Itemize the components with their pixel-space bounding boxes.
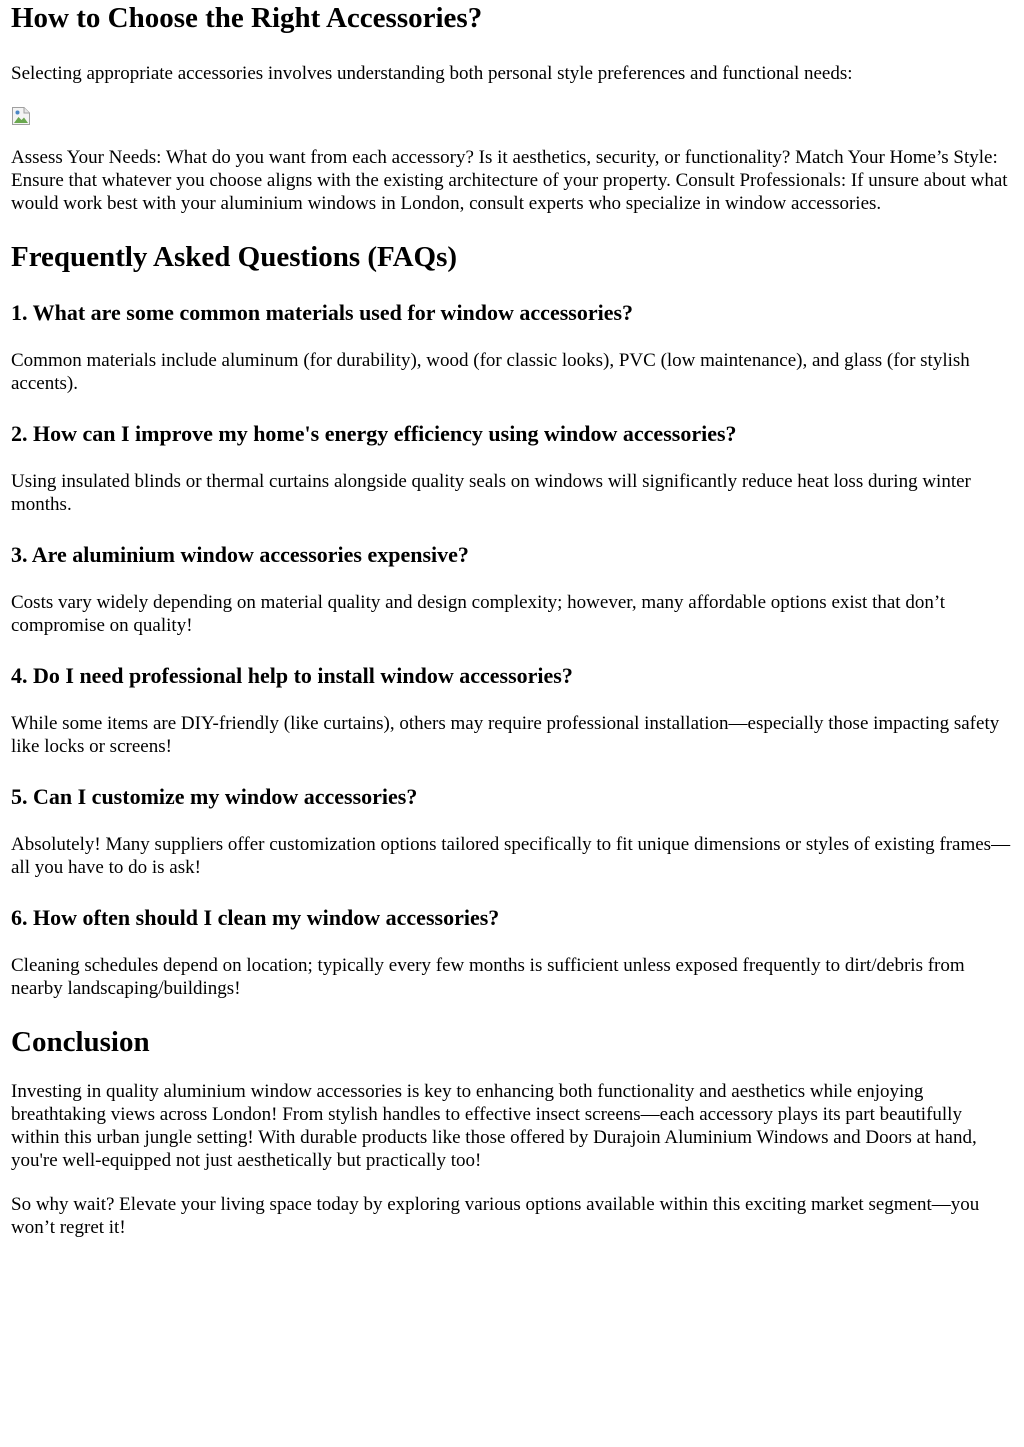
faq-question-1: 1. What are some common materials used for window accessories? xyxy=(11,300,634,325)
faq-answer-3: Costs vary widely depending on material quality and design complexity; however, many affordable options exist that don’t compromise on quality! xyxy=(11,592,946,636)
faq-question-3: 3. Are aluminium window accessories expensive? xyxy=(11,542,469,567)
faq-answer-5: Absolutely! Many suppliers offer customization options tailored specifically to fit unique dimensions or styles of existing frames—all you have to do is ask! xyxy=(11,834,1011,878)
conclusion-paragraph-1: Investing in quality aluminium window accessories is key to enhancing both functionality and aesthetics while enjoying breathtaking views across London! From stylish handles to effective insect screens—each accessory plays its part beautifully within this urban jungle setting! With durable products like those offered by Durajoin Aluminium Windows and Doors at hand, you're well-equipped not just aesthetically but practically too! xyxy=(11,1081,977,1171)
faq-answer-4: While some items are DIY-friendly (like curtains), others may require professional installation—especially those impacting safety like locks or screens! xyxy=(11,713,1000,757)
faq-title: Frequently Asked Questions (FAQs) xyxy=(11,241,458,273)
faq-answer-2: Using insulated blinds or thermal curtains alongside quality seals on windows will significantly reduce heat loss during winter months. xyxy=(11,471,971,515)
intro-paragraph: Selecting appropriate accessories involves understanding both personal style preferences and functional needs: xyxy=(11,63,853,84)
section-title-choose: How to Choose the Right Accessories? xyxy=(11,2,483,34)
article xyxy=(0,1,1024,1239)
faq-question-4: 4. Do I need professional help to install window accessories? xyxy=(11,663,573,688)
needs-paragraph: Assess Your Needs: What do you want from each accessory? Is it aesthetics, security, or functionality? Match Your Home’s Style: Ensure that whatever you choose aligns with the existing architecture of your property. Consult Professionals: If unsure about what would work best with your aluminium windows in London, consult experts who specialize in window accessories. xyxy=(11,147,1008,214)
faq-question-6: 6. How often should I clean my window accessories? xyxy=(11,905,500,930)
faq-question-2: 2. How can I improve my home's energy efficiency using window accessories? xyxy=(11,421,737,446)
faq-answer-6: Cleaning schedules depend on location; typically every few months is sufficient unless exposed frequently to dirt/debris from nearby landscaping/buildings! xyxy=(11,955,965,999)
conclusion-title: Conclusion xyxy=(11,1026,150,1058)
faq-answer-1: Common materials include aluminum (for durability), wood (for classic looks), PVC (low maintenance), and glass (for stylish accents). xyxy=(11,350,970,394)
conclusion-paragraph-2: So why wait? Elevate your living space today by exploring various options available within this exciting market segment—you won’t regret it! xyxy=(11,1194,980,1238)
faq-question-5: 5. Can I customize my window accessories? xyxy=(11,784,418,809)
broken-image-icon xyxy=(11,106,31,126)
